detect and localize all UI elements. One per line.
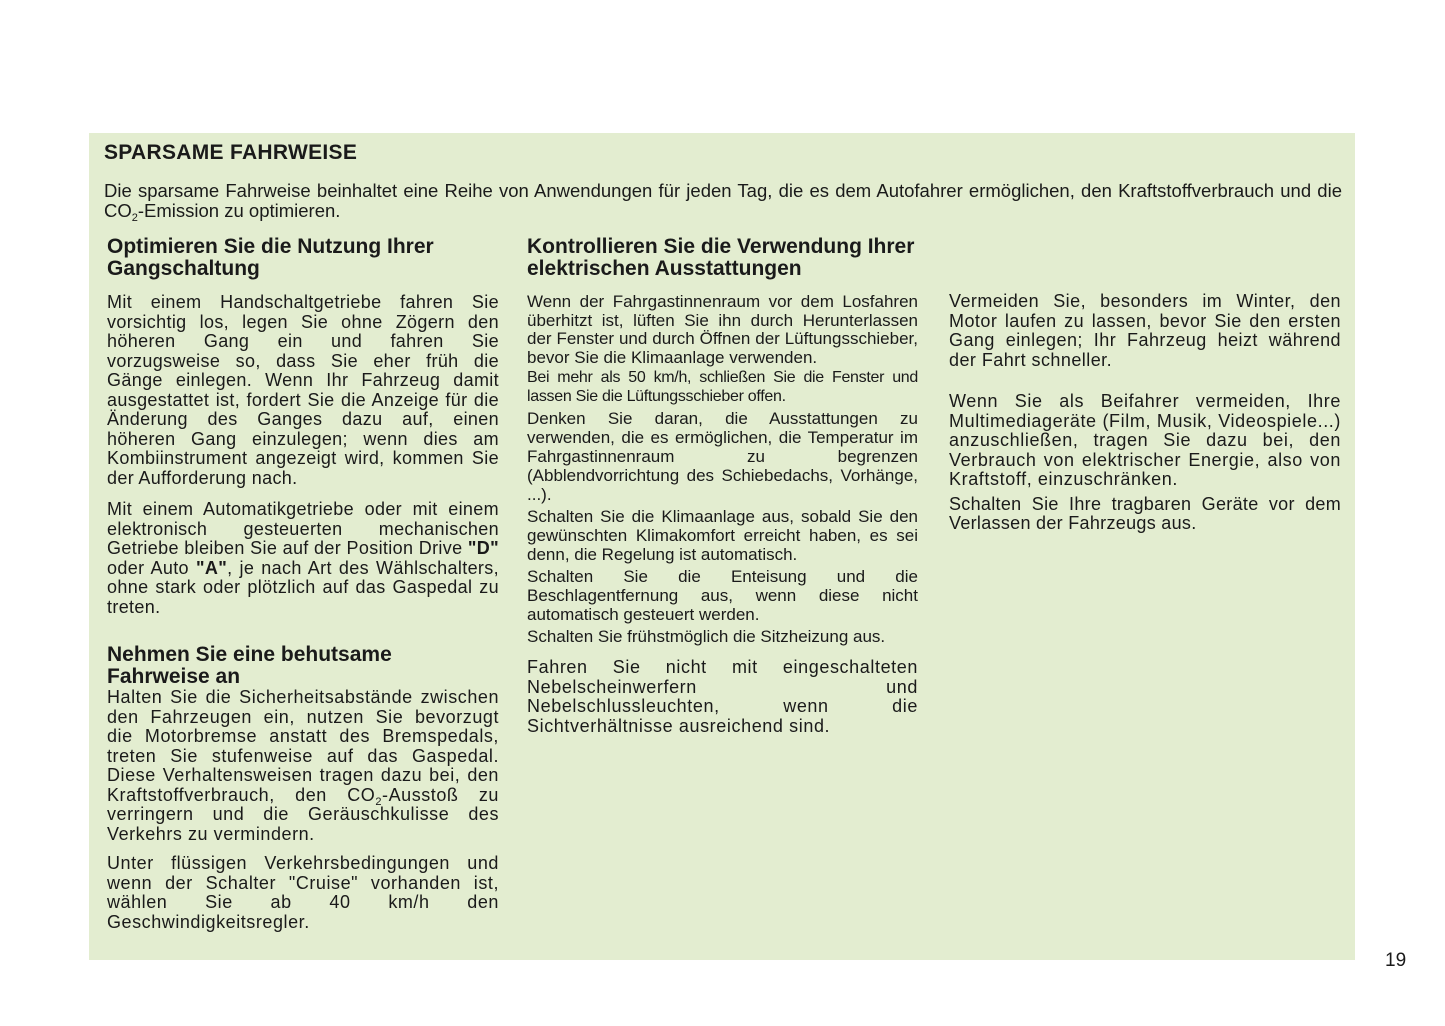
paragraph-speed-windows: Bei mehr als 50 km/h, schließen Sie die Fenster und lassen Sie die Lüftungsschieber offen. — [527, 369, 918, 405]
paragraph-winter-engine: Vermeiden Sie, besonders im Winter, den Motor laufen zu lassen, bevor Sie den ersten Gang einlegen; Ihr Fahrzeug heizt während der Fahrt schneller. — [949, 291, 1341, 370]
intro-paragraph — [104, 180, 1342, 224]
paragraph-seat-heating: Schalten Sie frühstmöglich die Sitzheizung aus. — [527, 627, 886, 646]
auto-text-b: oder Auto — [107, 557, 196, 578]
heading-gear-shift: Optimieren Sie die Nutzung Ihrer Gangschaltung — [107, 235, 434, 280]
paragraph-air-conditioning: Schalten Sie die Klimaanlage aus, sobald Sie den gewünschten Klimakomfort erreicht haben, es sei denn, die Regelung ist automatisch. — [527, 507, 918, 564]
paragraph-safety-distance — [107, 688, 499, 844]
intro-subscript: 2 — [131, 212, 138, 224]
paragraph-multimedia: Wenn Sie als Beifahrer vermeiden, Ihre Multimediageräte (Film, Musik, Videospiele...) anzuschließen, tragen Sie dazu bei, den Verbrauch von elektrischer Energie, also von Kraftstoff, einzuschränken. — [949, 391, 1341, 489]
paragraph-overheated-cabin: Wenn der Fahrgastinnenraum vor dem Losfahren überhitzt ist, lüften Sie ihn durch Herunterlassen der Fenster und durch Öffnen der Lüftungsschieber, bevor Sie die Klimaanlage verwenden. — [527, 292, 918, 367]
distance-subscript: 2 — [375, 795, 383, 808]
page-title: SPARSAME FAHRWEISE — [104, 141, 358, 164]
auto-text-c: , je nach Art des Wählschalters, ohne stark oder plötzlich auf das Gaspedal zu treten. — [107, 557, 499, 617]
column-right — [949, 292, 1341, 534]
paragraph-fog-lights: Fahren Sie nicht mit eingeschalteten Nebelscheinwerfern und Nebelschlussleuchten, wenn die Sichtverhältnisse ausreichend sind. — [527, 657, 918, 736]
intro-text-a: Die sparsame Fahrweise beinhaltet eine Reihe von Anwendungen für jeden Tag, die es dem Autofahrer ermöglichen, den Kraftstoffverbrauch und die CO — [104, 180, 1342, 221]
paragraph-temperature-equipment: Denken Sie daran, die Ausstattungen zu verwenden, die es ermöglichen, die Temperatur im Fahrgastinnenraum zu begrenzen (Abblendvorrichtung des Schiebedachs, Vorhänge, ...). — [527, 409, 918, 504]
auto-label: "A" — [195, 557, 228, 578]
paragraph-portable-devices: Schalten Sie Ihre tragbaren Geräte vor dem Verlassen der Fahrzeugs aus. — [949, 493, 1341, 533]
paragraph-automatic-gearbox — [107, 500, 499, 617]
distance-text-b: -Ausstoß zu verringern und die Geräuschkulisse des Verkehrs zu vermindern. — [107, 784, 499, 844]
intro-text-b: -Emission zu optimieren. — [137, 200, 341, 221]
page-number: 19 — [1385, 950, 1407, 971]
paragraph-cruise: Unter flüssigen Verkehrsbedingungen und wenn der Schalter "Cruise" vorhanden ist, wählen Sie ab 40 km/h den Geschwindigkeitsregler. — [107, 853, 499, 932]
distance-text-a: Halten Sie die Sicherheitsabstände zwischen den Fahrzeugen ein, nutzen Sie bevorzugt die Motorbremse anstatt des Bremspedals, treten Sie stufenweise auf das Gaspedal. Diese Verhaltensweisen tragen dazu bei, den Kraftstoffverbrauch, den CO — [107, 687, 499, 805]
heading-electrical-equipment: Kontrollieren Sie die Verwendung Ihrer elektrischen Ausstattungen — [527, 235, 915, 280]
paragraph-manual-gearbox: Mit einem Handschaltgetriebe fahren Sie vorsichtig los, legen Sie ohne Zögern den höheren Gang ein und fahren Sie vorzugsweise so, dass Sie eher früh die Gänge einlegen. Wenn Ihr Fahrzeug damit ausgestattet ist, fordert Sie die Anzeige für die Änderung des Ganges dazu auf, einen höheren Gang einzulegen; wenn dies am Kombiinstrument angezeigt wird, kommen Sie der Aufforderung nach. — [107, 292, 499, 488]
drive-label: "D" — [467, 538, 499, 558]
auto-text-a: Mit einem Automatikgetriebe oder mit einem elektronisch gesteuerten mechanischen Getriebe bleiben Sie auf der Position Drive — [107, 499, 499, 558]
heading-careful-driving: Nehmen Sie eine behutsame Fahrweise an — [107, 643, 392, 688]
column-left — [107, 236, 499, 932]
column-middle — [527, 236, 918, 736]
paragraph-defrost: Schalten Sie die Enteisung und die Beschlagentfernung aus, wenn diese nicht automatisch gesteuert werden. — [527, 567, 918, 624]
